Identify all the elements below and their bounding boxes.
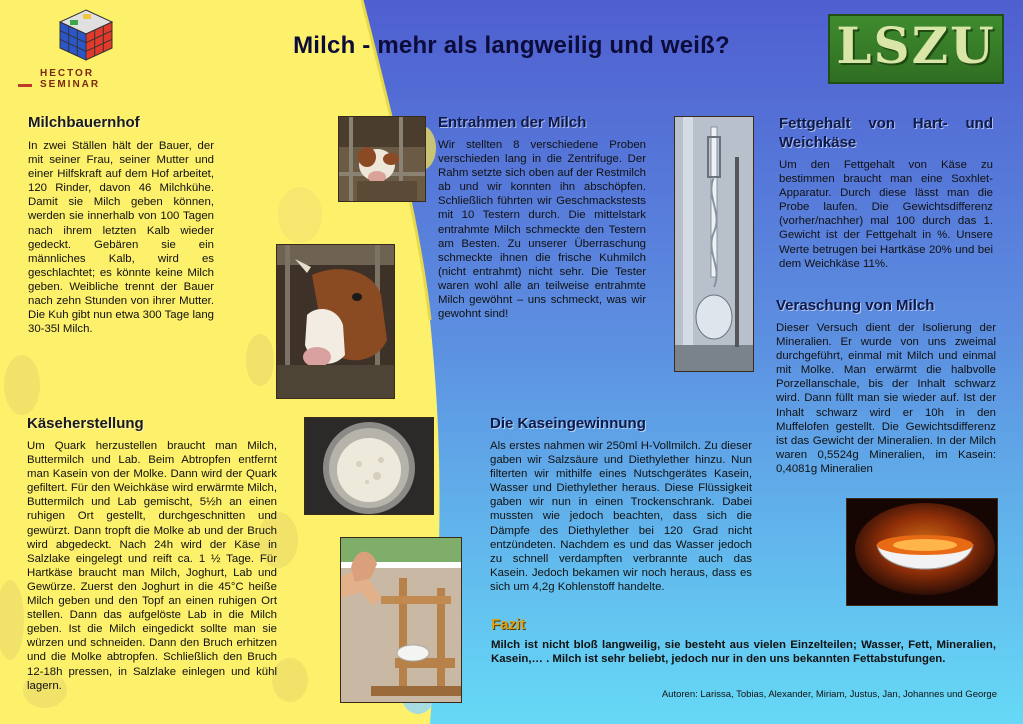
fazit-title: Fazit <box>491 616 526 633</box>
section-title: Die Kaseingewinnung <box>490 415 646 432</box>
lab-apparatus-photo <box>674 116 754 372</box>
authors-line: Autoren: Larissa, Tobias, Alexander, Miriam, Justus, Jan, Johannes und George <box>661 689 997 700</box>
cow-image <box>277 245 394 398</box>
section-text: In zwei Ställen hält der Bauer, der mit seiner Frau, seiner Mutter und einer Hilfskraft auf dem Hof arbeitet, 120 Rinder, davon 46 Milchkühe. Damit sie Milch geben können, werden sie innerhalb von 100 Tagen nach ihrem letzten Kalb wieder gedeckt. Gebären sie ein männliches Kalb, wird es geschlachtet; es könnte keine Milch geben. Weibliche trennt der Bauer nach zehn Stunden von ihrer Mutter. Die Kuh gibt nun etwa 300 Tage lang 30-35l Milch. <box>28 140 214 336</box>
calf-image <box>339 117 425 201</box>
section-fazit <box>491 616 996 666</box>
section-milchbauernhof <box>28 114 214 336</box>
calf-photo <box>338 116 426 202</box>
logo-underline <box>18 84 32 87</box>
lab-apparatus-image <box>675 117 753 371</box>
section-title: Entrahmen der Milch <box>438 114 587 131</box>
section-entrahmen <box>438 114 646 321</box>
section-title: Fettgehalt von Hart- und Weichkäse <box>779 115 993 151</box>
section-title: Käseherstellung <box>27 415 144 432</box>
ashing-image <box>847 499 997 605</box>
lszu-logo-text: LSZU <box>836 16 996 75</box>
ashing-photo <box>846 498 998 606</box>
section-veraschung <box>776 297 996 476</box>
poster-title: Milch - mehr als langweilig und weiß? <box>293 32 730 59</box>
cow-photo <box>276 244 395 399</box>
section-text: Als erstes nahmen wir 250ml H-Vollmilch. Zu dieser gaben wir Salzsäure und Diethylether hinzu. Nun filterten wir mithilfe eines Nutschgerätes Kasein, Wasser und Diethylether heraus. Diese Flüssigkeit gaben wir nun in einen Trockenschrank. Dabei mussten wie jedoch beachten, dass sich die Dämpfe des Diethylether bei 120 Grad nicht entzündeten. Nachdem es und das Wasser jedoch zu schnell verdampften verbrannte auch das Kasein. Jedoch bekamen wir noch heraus, dass es sich um 4,2g Kohlenstoff handelte. <box>490 440 752 593</box>
section-title: Milchbauernhof <box>28 114 140 131</box>
hector-seminar-label: HECTOR SEMINAR <box>40 68 101 90</box>
cheese-pot-image <box>305 418 433 514</box>
fazit-text: Milch ist nicht bloß langweilig, sie besteht aus vielen Einzelteilen; Wasser, Fett, Mineralien, Kasein,… . Milch ist sehr beliebt, jedoch nur in den uns bekannten Fettabstufungen. <box>491 639 996 665</box>
section-text: Wir stellten 8 verschiedene Proben verschieden lang in die Zentrifuge. Der Rahm setzte sich oben auf der Restmilch ab und wir konnten ihn abschöpfen. Schließlich führten wir Geschmackstests mit 10 Testern durch. Die mittelstark entrahmte Milch schmeckte den Testern am Besten. Zu unserer Überraschung schmeckte ihnen die frische Kuhmilch (nicht entrahmt) nicht sehr. Die Tester waren wohl alle an teilweise entrahmte Milch gewöhnt – uns schmeckt, was wir gewohnt sind! <box>438 139 646 321</box>
section-fettgehalt <box>779 114 993 271</box>
cheese-press-image <box>341 538 461 702</box>
section-title: Veraschung von Milch <box>776 297 935 314</box>
section-kaeseherstellung <box>27 415 277 693</box>
cheese-pot-photo <box>304 417 434 515</box>
section-text: Um Quark herzustellen braucht man Milch, Buttermilch und Lab. Beim Abtropfen entfernt man Kasein von der Molke. Dann wird der Quark gefiltert. Für den Weichkäse wird erwärmte Milch, Buttermilch und Lab gemischt, 5½h an einen ruhigen Ort gestellt, durchgeschnitten und gewürzt. Dann tropft die Molke ab und der Bruch wird abgedeckt. Nach 24h wird der Käse in Salzlake eingelegt und reift ca. 1 ½ Tage. Für Hartkäse braucht man Milch, Joghurt, Lab und Gewürze. Zuerst den Joghurt in die 45°C heiße Milch geben und den Topf an einen ruhigen Ort stellen. Dann das aufgelöste Lab in die Milch geben. Ist die Milch eingedickt sollte man sie würzen und schneiden. Dann den Bruch erhitzen und die Molke abtropfen. Schließlich den Bruch 12-18h pressen, in Salzlake einlegen und kühl lagern. <box>27 440 277 692</box>
section-text: Dieser Versuch dient der Isolierung der Mineralien. Er wurde von uns zweimal durchgeführt, einmal mit Milch und einmal mit Molke. Man erwärmt die halbvolle Porzellanschale, bis der Inhalt schwarz wird. Dann füllt man sie wieder auf. Ist der Inhalt schwarz wird er 10h in den Muffelofen gestellt. Die Gewichtsdifferenz ist das Gewicht der Mineralien. In der Milch waren 0,5524g Mineralien, im Kasein: 0,4081g Mineralien <box>776 322 996 475</box>
section-kaseingewinnung <box>490 415 752 594</box>
section-text: Um den Fettgehalt von Käse zu bestimmen braucht man eine Soxhlet-Apparatur. Durch diese lässt man die Probe laufen. Die Gewichtsdifferenz (vorher/nachher) mal 100 durch das 1. Gewicht ist der Fettgehalt in %. Unsere Werte betrugen bei Hartkäse 20% und bei dem Weichkäse 11%. <box>779 159 993 270</box>
cheese-press-photo <box>340 537 462 703</box>
lszu-logo <box>828 14 1004 84</box>
